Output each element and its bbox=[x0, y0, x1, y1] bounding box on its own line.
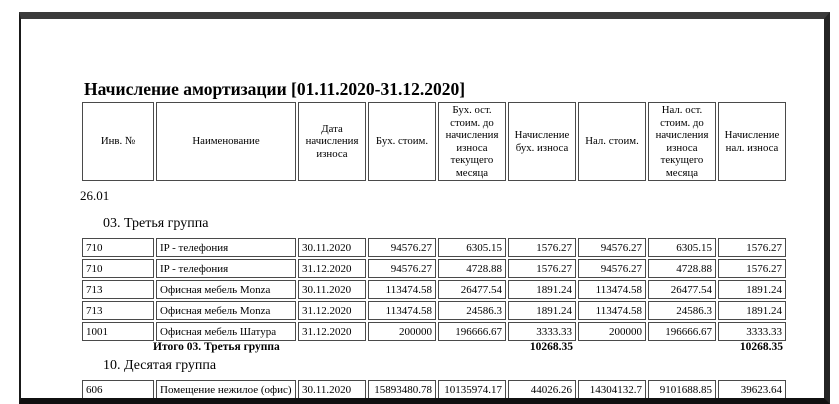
cell-name: Офисная мебель Monza bbox=[156, 301, 296, 320]
cell-inv-no: 606 bbox=[82, 380, 154, 399]
cell-tax-value: 94576.27 bbox=[578, 238, 646, 257]
cell-date: 30.11.2020 bbox=[298, 280, 366, 299]
table-row bbox=[82, 259, 786, 278]
group-03-totals-row bbox=[80, 341, 788, 355]
cell-acc-residual: 4728.88 bbox=[438, 259, 506, 278]
column-header-inv-no: Инв. № bbox=[82, 102, 154, 181]
cell-acc-residual: 6305.15 bbox=[438, 238, 506, 257]
cell-name: Офисная мебель Monza bbox=[156, 280, 296, 299]
cell-acc-value: 113474.58 bbox=[368, 280, 436, 299]
group-total-label: Итого 03. Третья группа bbox=[153, 341, 280, 353]
cell-inv-no: 710 bbox=[82, 259, 154, 278]
cell-acc-residual: 26477.54 bbox=[438, 280, 506, 299]
cell-acc-depr: 1891.24 bbox=[508, 280, 576, 299]
cell-inv-no: 1001 bbox=[82, 322, 154, 341]
cell-tax-depr: 1891.24 bbox=[718, 301, 786, 320]
cell-tax-residual: 26477.54 bbox=[648, 280, 716, 299]
cell-name: Офисная мебель Шатура bbox=[156, 322, 296, 341]
report-title: Начисление амортизации [01.11.2020-31.12.2020] bbox=[84, 79, 466, 99]
cell-tax-depr: 1891.24 bbox=[718, 280, 786, 299]
table-row bbox=[82, 238, 786, 257]
cell-tax-depr: 3333.33 bbox=[718, 322, 786, 341]
cell-tax-value: 94576.27 bbox=[578, 259, 646, 278]
cell-acc-value: 94576.27 bbox=[368, 238, 436, 257]
cell-acc-depr: 3333.33 bbox=[508, 322, 576, 341]
cell-acc-depr: 44026.26 bbox=[508, 380, 576, 399]
cell-acc-residual: 196666.67 bbox=[438, 322, 506, 341]
account-code-label: 26.01 bbox=[80, 188, 110, 203]
cell-date: 31.12.2020 bbox=[298, 322, 366, 341]
table-row bbox=[82, 322, 786, 341]
cell-tax-depr: 39623.64 bbox=[718, 380, 786, 399]
cell-tax-residual: 6305.15 bbox=[648, 238, 716, 257]
column-header-acc-value: Бух. стоим. bbox=[368, 102, 436, 181]
group-03-data-table bbox=[80, 236, 788, 343]
column-header-tax-value: Нал. стоим. bbox=[578, 102, 646, 181]
cell-tax-residual: 9101688.85 bbox=[648, 380, 716, 399]
cell-date: 30.11.2020 bbox=[298, 380, 366, 399]
column-header-name: Наименование bbox=[156, 102, 296, 181]
table-row bbox=[82, 280, 786, 299]
cell-inv-no: 713 bbox=[82, 280, 154, 299]
cell-date: 30.11.2020 bbox=[298, 238, 366, 257]
cell-tax-depr: 1576.27 bbox=[718, 259, 786, 278]
cell-date: 31.12.2020 bbox=[298, 301, 366, 320]
cell-tax-residual: 196666.67 bbox=[648, 322, 716, 341]
column-header-depr-date: Дата начисления износа bbox=[298, 102, 366, 181]
cell-name: IP - телефония bbox=[156, 259, 296, 278]
group-heading-10: 10. Десятая группа bbox=[103, 358, 217, 373]
report-header-table bbox=[80, 100, 788, 183]
group-total-tax-depreciation: 10268.35 bbox=[739, 341, 783, 353]
cell-tax-value: 14304132.7 bbox=[578, 380, 646, 399]
group-heading-03: 03. Третья группа bbox=[103, 216, 209, 231]
column-header-tax-depr: Начисление нал. износа bbox=[718, 102, 786, 181]
cell-acc-value: 113474.58 bbox=[368, 301, 436, 320]
cell-acc-residual: 10135974.17 bbox=[438, 380, 506, 399]
cell-acc-value: 15893480.78 bbox=[368, 380, 436, 399]
table-row bbox=[82, 380, 786, 399]
cell-name: IP - телефония bbox=[156, 238, 296, 257]
cell-acc-value: 200000 bbox=[368, 322, 436, 341]
cell-date: 31.12.2020 bbox=[298, 259, 366, 278]
cell-tax-value: 113474.58 bbox=[578, 280, 646, 299]
column-header-tax-residual: Нал. ост. стоим. до начисления износа текущего месяца bbox=[648, 102, 716, 181]
group-total-acc-depreciation: 10268.35 bbox=[529, 341, 573, 353]
header-row bbox=[82, 102, 786, 181]
cell-acc-depr: 1576.27 bbox=[508, 238, 576, 257]
cell-tax-value: 200000 bbox=[578, 322, 646, 341]
column-header-acc-depr: Начисление бух. износа bbox=[508, 102, 576, 181]
cell-acc-depr: 1891.24 bbox=[508, 301, 576, 320]
cell-tax-depr: 1576.27 bbox=[718, 238, 786, 257]
table-row bbox=[82, 301, 786, 320]
cell-tax-residual: 24586.3 bbox=[648, 301, 716, 320]
group-10-data-table bbox=[80, 378, 788, 401]
cell-tax-value: 113474.58 bbox=[578, 301, 646, 320]
cell-acc-residual: 24586.3 bbox=[438, 301, 506, 320]
cell-inv-no: 710 bbox=[82, 238, 154, 257]
cell-inv-no: 713 bbox=[82, 301, 154, 320]
cell-acc-depr: 1576.27 bbox=[508, 259, 576, 278]
column-header-acc-residual: Бух. ост. стоим. до начисления износа текущего месяца bbox=[438, 102, 506, 181]
cell-acc-value: 94576.27 bbox=[368, 259, 436, 278]
cell-name: Помещение нежилое (офис) bbox=[156, 380, 296, 399]
cell-tax-residual: 4728.88 bbox=[648, 259, 716, 278]
